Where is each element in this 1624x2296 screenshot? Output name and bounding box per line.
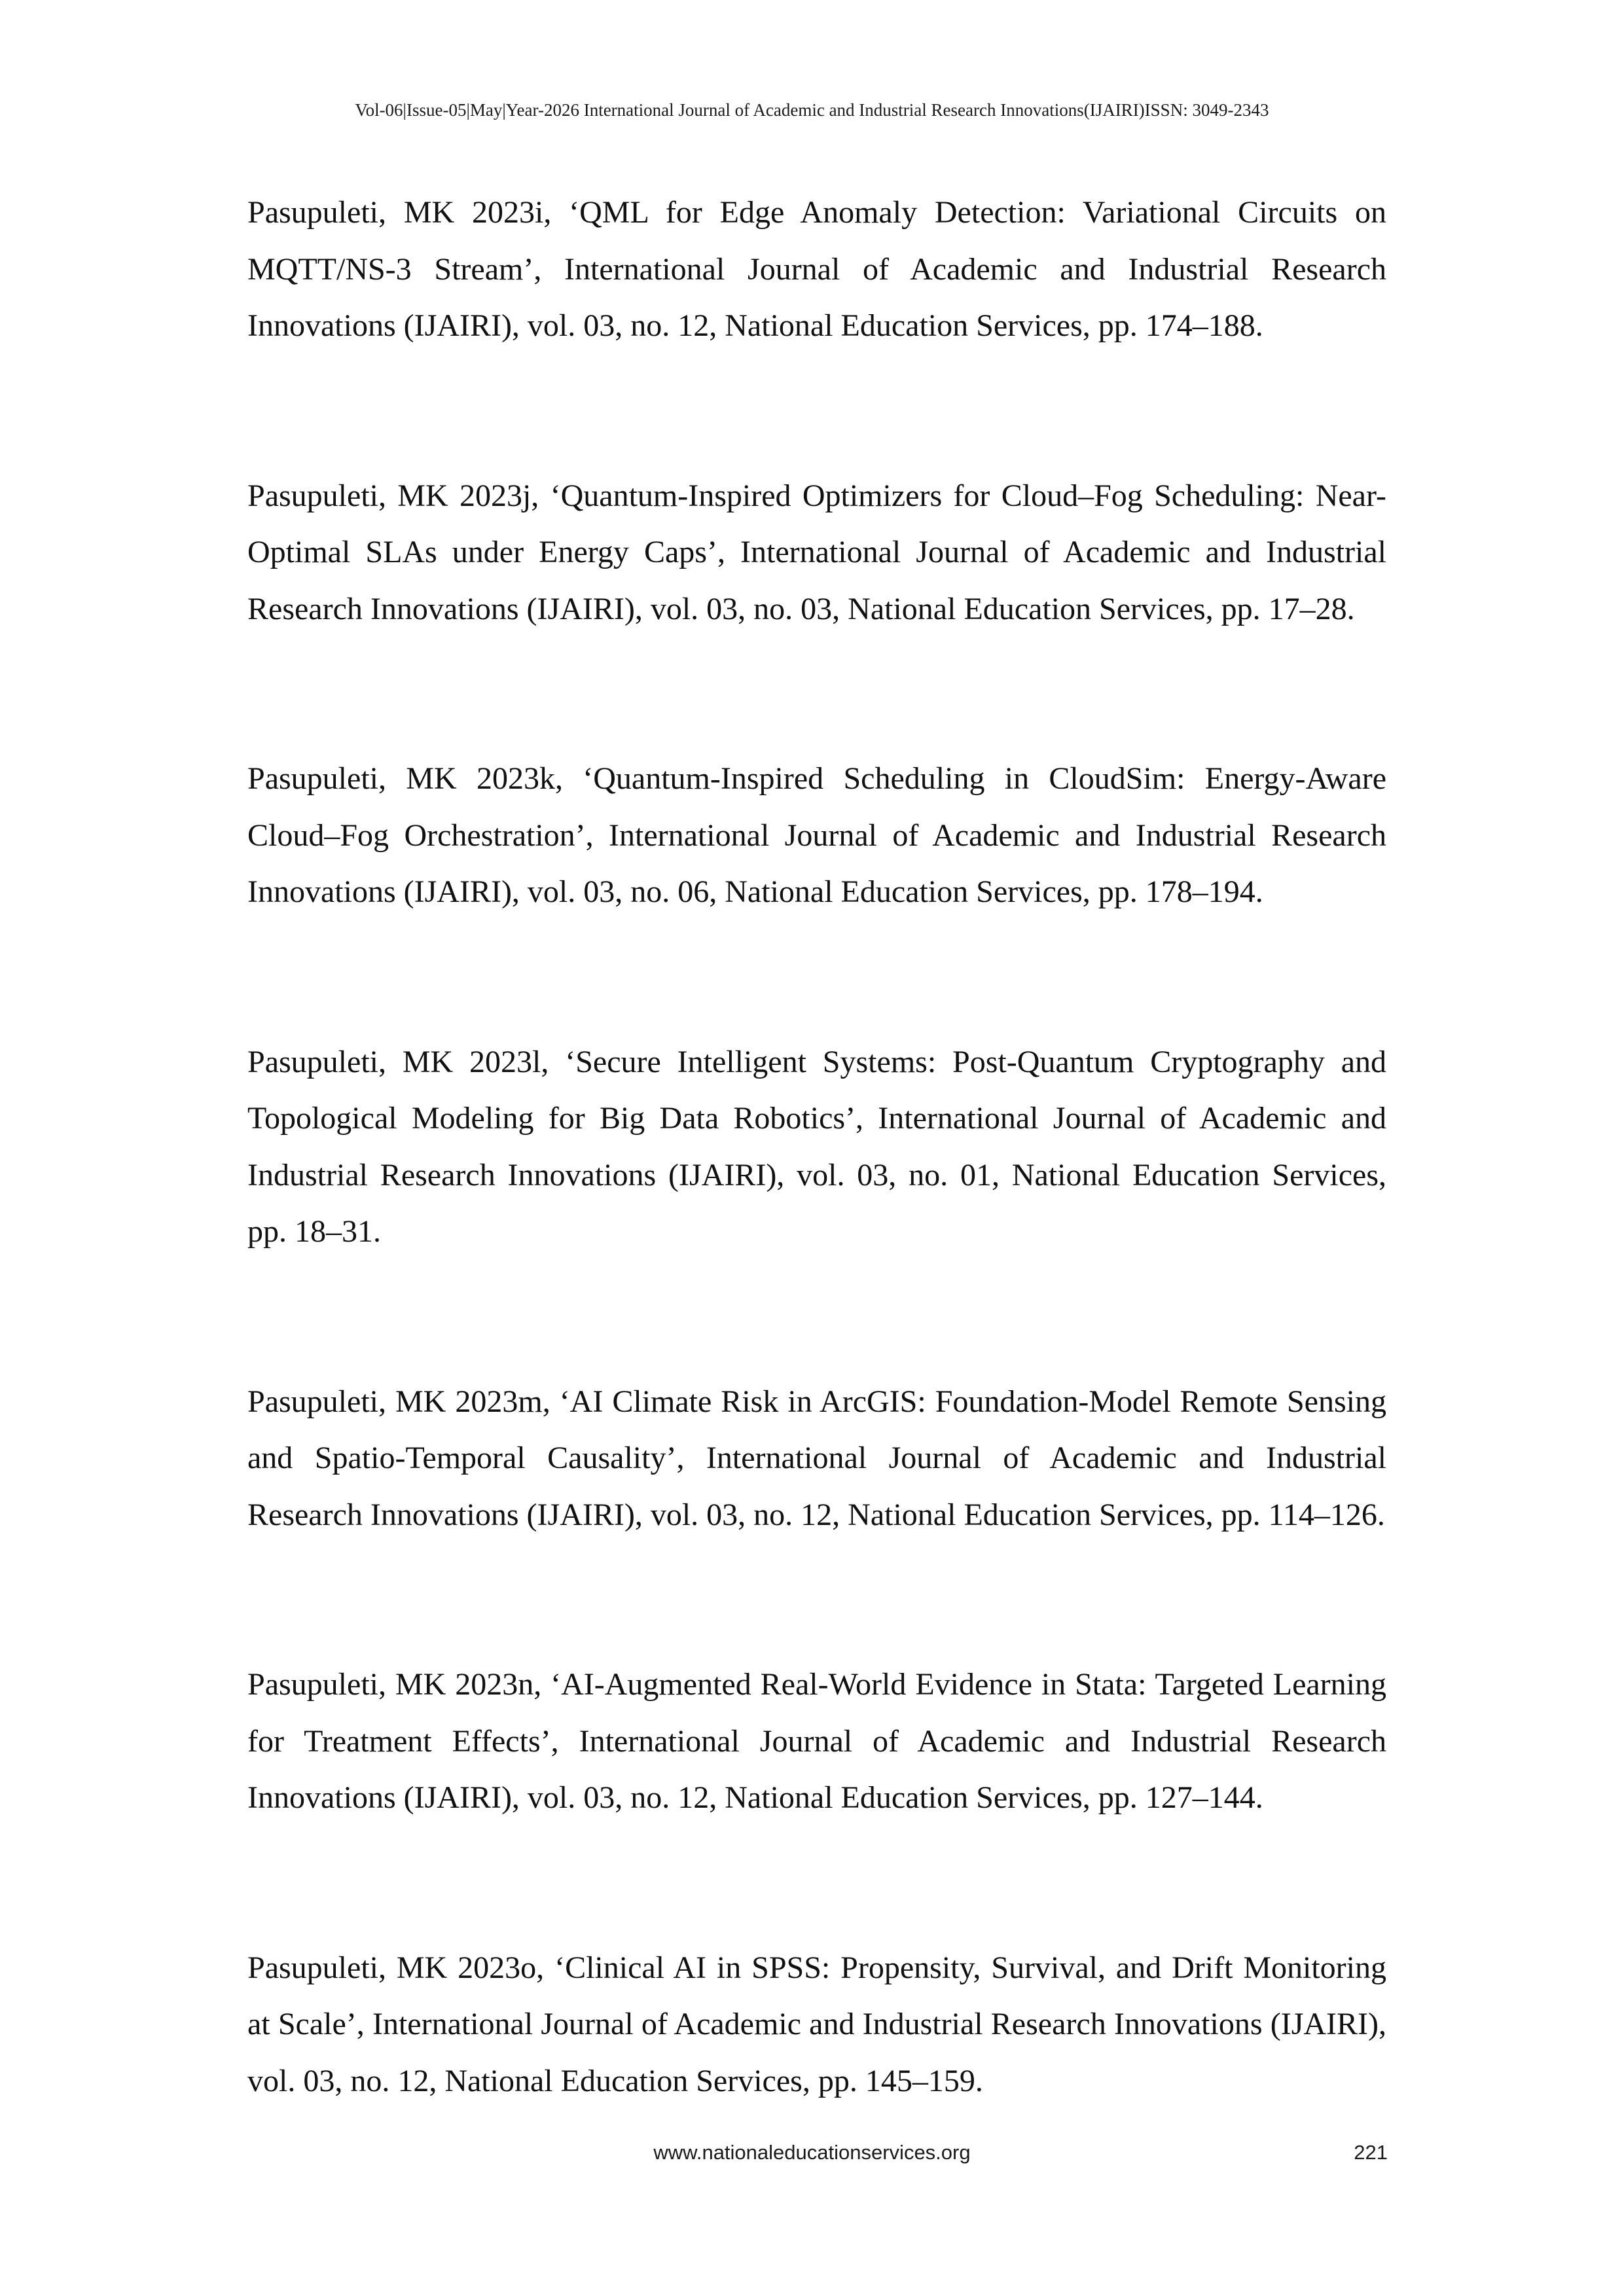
reference-entry: Pasupuleti, MK 2023i, ‘QML for Edge Anomaly Detection: Variational Circuits on MQTT/NS-3 Stream’, International Journal of Academic and Industrial Research Innovations (IJAIRI), vol. 03, no. 12, National Education Services, pp. 174–188. bbox=[247, 195, 1386, 343]
reference-entry: Pasupuleti, MK 2023k, ‘Quantum-Inspired Scheduling in CloudSim: Energy-Aware Cloud–Fog Orchestration’, International Journal of Academic and Industrial Research Innovations (IJAIRI), vol. 03, no. 06, National Education Services, pp. 178–194. bbox=[247, 761, 1386, 909]
reference-entry: Pasupuleti, MK 2023j, ‘Quantum-Inspired Optimizers for Cloud–Fog Scheduling: Near-Optimal SLAs under Energy Caps’, International Journal of Academic and Industrial Research Innovations (IJAIRI), vol. 03, no. 03, National Education Services, pp. 17–28. bbox=[247, 478, 1386, 626]
page-footer bbox=[0, 2136, 1624, 2169]
page-number: 221 bbox=[1354, 2141, 1388, 2164]
footer-website-url: www.nationaleducationservices.org bbox=[653, 2141, 971, 2164]
reference-entry: Pasupuleti, MK 2023m, ‘AI Climate Risk in ArcGIS: Foundation-Model Remote Sensing and Spatio-Temporal Causality’, International Journal of Academic and Industrial Research Innovations (IJAIRI), vol. 03, no. 12, National Education Services, pp. 114–126. bbox=[247, 1384, 1386, 1532]
running-header: Vol-06|Issue-05|May|Year-2026 International Journal of Academic and Industrial Research Innovations(IJAIRI)ISSN: 3049-2343 bbox=[355, 100, 1269, 120]
reference-entry: Pasupuleti, MK 2023l, ‘Secure Intelligent Systems: Post-Quantum Cryptography and Topological Modeling for Big Data Robotics’, International Journal of Academic and Industrial Research Innovations (IJAIRI), vol. 03, no. 01, National Education Services, pp. 18–31. bbox=[247, 1044, 1386, 1249]
reference-entry: Pasupuleti, MK 2023o, ‘Clinical AI in SPSS: Propensity, Survival, and Drift Monitoring at Scale’, International Journal of Academic and Industrial Research Innovations (IJAIRI), vol. 03, no. 12, National Education Services, pp. 145–159. bbox=[247, 1950, 1386, 2098]
reference-entry: Pasupuleti, MK 2023n, ‘AI-Augmented Real-World Evidence in Stata: Targeted Learning for Treatment Effects’, International Journal of Academic and Industrial Research Innovations (IJAIRI), vol. 03, no. 12, National Education Services, pp. 127–144. bbox=[247, 1667, 1386, 1815]
reference-list bbox=[247, 185, 1386, 2223]
